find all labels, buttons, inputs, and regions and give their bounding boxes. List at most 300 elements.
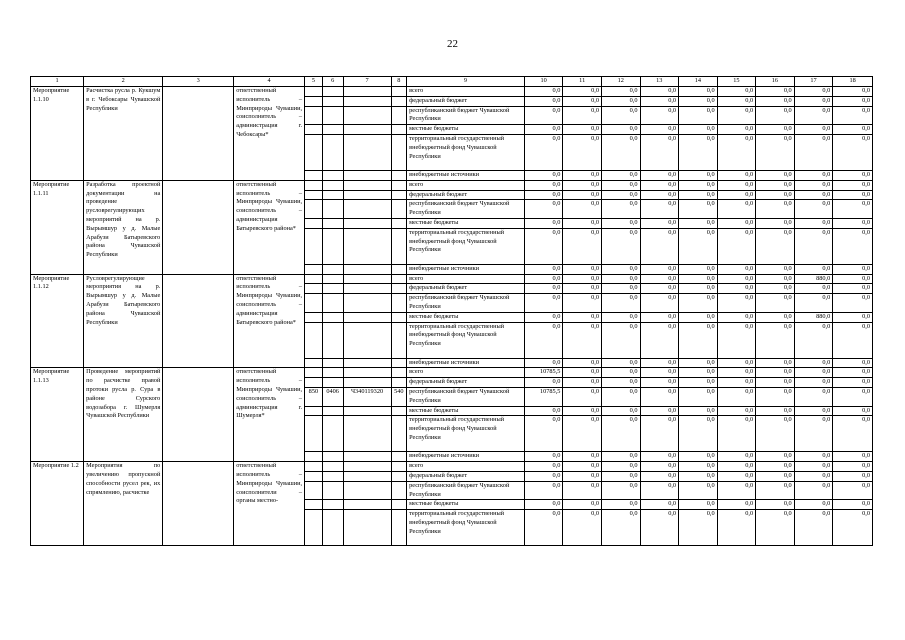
budget-code-cell xyxy=(322,471,343,481)
budget-code-cell xyxy=(343,106,391,125)
amount-cell: 0,0 xyxy=(601,358,640,368)
amount-cell: 0,0 xyxy=(833,218,873,228)
amount-cell: 0,0 xyxy=(679,284,718,294)
budget-code-cell xyxy=(391,500,407,510)
amount-cell: 0,0 xyxy=(794,87,833,97)
amount-cell: 0,0 xyxy=(679,125,718,135)
budget-code-cell xyxy=(322,96,343,106)
amount-cell: 0,0 xyxy=(833,200,873,219)
amount-cell: 0,0 xyxy=(679,170,718,180)
column-3-cell xyxy=(163,462,234,546)
amount-cell: 0,0 xyxy=(794,462,833,472)
budget-code-cell xyxy=(391,510,407,546)
budget-code-cell: 0406 xyxy=(322,387,343,406)
budget-code-cell xyxy=(322,462,343,472)
amount-cell: 0,0 xyxy=(717,218,756,228)
amount-cell: 0,0 xyxy=(601,264,640,274)
amount-cell: 0,0 xyxy=(717,264,756,274)
budget-code-cell xyxy=(305,406,323,416)
column-number: 13 xyxy=(640,77,679,87)
amount-cell: 0,0 xyxy=(794,406,833,416)
amount-cell: 0,0 xyxy=(563,274,602,284)
budget-code-cell xyxy=(343,274,391,284)
amount-cell: 0,0 xyxy=(756,406,795,416)
amount-cell: 0,0 xyxy=(679,387,718,406)
column-number: 12 xyxy=(601,77,640,87)
column-number: 17 xyxy=(794,77,833,87)
amount-cell: 0,0 xyxy=(563,200,602,219)
amount-cell: 0,0 xyxy=(794,452,833,462)
budget-code-cell xyxy=(322,190,343,200)
amount-cell: 0,0 xyxy=(679,96,718,106)
amount-cell: 0,0 xyxy=(794,416,833,452)
amount-cell: 0,0 xyxy=(756,462,795,472)
amount-cell: 0,0 xyxy=(601,378,640,388)
budget-code-cell xyxy=(343,312,391,322)
amount-cell: 0,0 xyxy=(601,462,640,472)
measure-id: Мероприятие 1.1.12 xyxy=(31,274,84,368)
amount-cell: 0,0 xyxy=(524,218,563,228)
amount-cell: 0,0 xyxy=(601,294,640,313)
amount-cell: 0,0 xyxy=(640,134,679,170)
budget-code-cell xyxy=(391,125,407,135)
budget-code-cell xyxy=(322,264,343,274)
budget-code-cell xyxy=(322,170,343,180)
amount-cell: 0,0 xyxy=(524,200,563,219)
amount-cell: 0,0 xyxy=(833,471,873,481)
amount-cell: 0,0 xyxy=(563,87,602,97)
budget-code-cell xyxy=(305,452,323,462)
column-number: 16 xyxy=(756,77,795,87)
amount-cell: 0,0 xyxy=(524,452,563,462)
budget-code-cell xyxy=(343,134,391,170)
amount-cell: 0,0 xyxy=(717,481,756,500)
amount-cell: 0,0 xyxy=(524,170,563,180)
amount-cell: 0,0 xyxy=(794,190,833,200)
amount-cell: 0,0 xyxy=(524,462,563,472)
amount-cell: 0,0 xyxy=(524,264,563,274)
amount-cell: 0,0 xyxy=(679,218,718,228)
amount-cell: 0,0 xyxy=(563,462,602,472)
amount-cell: 0,0 xyxy=(563,481,602,500)
column-3-cell xyxy=(163,180,234,274)
amount-cell: 0,0 xyxy=(833,416,873,452)
funding-source: территориальный государственный внебюджетный фонд Чувашской Республики xyxy=(407,228,525,264)
executor: ответственный исполнитель – Минприроды Чувашии, соисполнитель – администрация Батыревского района* xyxy=(234,180,305,274)
budget-code-cell xyxy=(305,322,323,358)
amount-cell: 0,0 xyxy=(640,228,679,264)
funding-source: территориальный государственный внебюджетный фонд Чувашской Республики xyxy=(407,510,525,546)
budget-code-cell xyxy=(305,218,323,228)
budget-code-cell xyxy=(391,294,407,313)
amount-cell: 0,0 xyxy=(601,125,640,135)
amount-cell: 0,0 xyxy=(794,378,833,388)
amount-cell: 0,0 xyxy=(679,471,718,481)
budget-code-cell xyxy=(391,358,407,368)
amount-cell: 0,0 xyxy=(794,200,833,219)
funding-source: внебюджетные источники xyxy=(407,452,525,462)
amount-cell: 0,0 xyxy=(601,471,640,481)
amount-cell: 0,0 xyxy=(756,87,795,97)
funding-source: республиканский бюджет Чувашской Республики xyxy=(407,481,525,500)
budget-code-cell xyxy=(322,125,343,135)
amount-cell: 0,0 xyxy=(524,322,563,358)
amount-cell: 0,0 xyxy=(640,510,679,546)
amount-cell: 0,0 xyxy=(563,294,602,313)
column-number: 4 xyxy=(234,77,305,87)
amount-cell: 0,0 xyxy=(563,134,602,170)
amount-cell: 0,0 xyxy=(601,218,640,228)
amount-cell: 0,0 xyxy=(524,190,563,200)
budget-code-cell xyxy=(343,170,391,180)
budget-code-cell xyxy=(391,180,407,190)
amount-cell: 0,0 xyxy=(524,180,563,190)
amount-cell: 0,0 xyxy=(640,312,679,322)
amount-cell: 0,0 xyxy=(794,471,833,481)
amount-cell: 0,0 xyxy=(524,125,563,135)
amount-cell: 0,0 xyxy=(679,106,718,125)
measure-id: Мероприятие 1.1.11 xyxy=(31,180,84,274)
amount-cell: 0,0 xyxy=(679,322,718,358)
amount-cell: 0,0 xyxy=(794,481,833,500)
column-number: 7 xyxy=(343,77,391,87)
executor: ответственный исполнитель – Минприроды Чувашии, соисполнитель – администрация Батыревского района* xyxy=(234,274,305,368)
amount-cell: 0,0 xyxy=(717,87,756,97)
amount-cell: 0,0 xyxy=(601,170,640,180)
budget-code-cell xyxy=(305,510,323,546)
amount-cell: 0,0 xyxy=(640,387,679,406)
amount-cell: 0,0 xyxy=(640,284,679,294)
amount-cell: 0,0 xyxy=(601,481,640,500)
amount-cell: 0,0 xyxy=(601,190,640,200)
budget-code-cell xyxy=(391,218,407,228)
amount-cell: 0,0 xyxy=(524,510,563,546)
budget-code-cell xyxy=(305,190,323,200)
funding-source: внебюджетные источники xyxy=(407,170,525,180)
measure-name: Русловрегулирующие мероприятия на р. Вырымшур у д. Малые Арабузи Батыревского района Чувашской Республики xyxy=(84,274,163,368)
amount-cell: 0,0 xyxy=(640,106,679,125)
budget-code-cell xyxy=(391,322,407,358)
funding-source: федеральный бюджет xyxy=(407,378,525,388)
budget-code-cell: 540 xyxy=(391,387,407,406)
budget-code-cell xyxy=(322,274,343,284)
amount-cell: 0,0 xyxy=(679,462,718,472)
budget-code-cell xyxy=(322,358,343,368)
funding-source: местные бюджеты xyxy=(407,218,525,228)
amount-cell: 0,0 xyxy=(833,87,873,97)
amount-cell: 0,0 xyxy=(563,368,602,378)
amount-cell: 0,0 xyxy=(640,481,679,500)
funding-source: всего xyxy=(407,368,525,378)
amount-cell: 0,0 xyxy=(679,452,718,462)
funding-source: федеральный бюджет xyxy=(407,284,525,294)
measure-name: Проведение мероприятий по расчистке правой протоки русла р. Сура в районе Сурского водозабора г. Шумерля Чувашской Республики xyxy=(84,368,163,462)
executor: ответственный исполнитель – Минприроды Чувашии, соисполнители – органы местно- xyxy=(234,462,305,546)
amount-cell: 0,0 xyxy=(717,106,756,125)
amount-cell: 0,0 xyxy=(756,387,795,406)
budget-code-cell xyxy=(343,378,391,388)
amount-cell: 0,0 xyxy=(717,312,756,322)
amount-cell: 0,0 xyxy=(640,416,679,452)
budget-code-cell xyxy=(305,481,323,500)
amount-cell: 0,0 xyxy=(794,510,833,546)
amount-cell: 0,0 xyxy=(524,416,563,452)
amount-cell: 0,0 xyxy=(794,170,833,180)
amount-cell: 0,0 xyxy=(601,312,640,322)
amount-cell: 0,0 xyxy=(601,200,640,219)
amount-cell: 0,0 xyxy=(679,368,718,378)
amount-cell: 0,0 xyxy=(679,274,718,284)
budget-code-cell xyxy=(343,406,391,416)
budget-code-cell xyxy=(343,218,391,228)
amount-cell: 0,0 xyxy=(601,322,640,358)
budget-code-cell xyxy=(322,218,343,228)
funding-source: внебюджетные источники xyxy=(407,264,525,274)
amount-cell: 0,0 xyxy=(563,387,602,406)
budget-code-cell xyxy=(322,87,343,97)
column-number: 6 xyxy=(322,77,343,87)
budget-code-cell xyxy=(343,125,391,135)
amount-cell: 0,0 xyxy=(563,416,602,452)
amount-cell: 0,0 xyxy=(679,500,718,510)
amount-cell: 0,0 xyxy=(756,96,795,106)
amount-cell: 0,0 xyxy=(640,274,679,284)
budget-code-cell xyxy=(305,228,323,264)
amount-cell: 0,0 xyxy=(563,471,602,481)
amount-cell: 0,0 xyxy=(756,125,795,135)
budget-code-cell xyxy=(391,134,407,170)
budget-code-cell xyxy=(343,264,391,274)
budget-code-cell xyxy=(322,228,343,264)
amount-cell: 0,0 xyxy=(601,274,640,284)
budget-code-cell xyxy=(305,200,323,219)
amount-cell: 0,0 xyxy=(756,510,795,546)
amount-cell: 0,0 xyxy=(601,106,640,125)
budget-code-cell xyxy=(391,190,407,200)
amount-cell: 0,0 xyxy=(524,274,563,284)
budget-code-cell xyxy=(391,471,407,481)
amount-cell: 0,0 xyxy=(756,312,795,322)
funding-source: республиканский бюджет Чувашской Республики xyxy=(407,106,525,125)
budget-code-cell xyxy=(305,471,323,481)
budget-code-cell xyxy=(305,500,323,510)
amount-cell: 0,0 xyxy=(756,274,795,284)
funding-source: территориальный государственный внебюджетный фонд Чувашской Республики xyxy=(407,322,525,358)
funding-source: территориальный государственный внебюджетный фонд Чувашской Республики xyxy=(407,416,525,452)
amount-cell: 0,0 xyxy=(601,416,640,452)
amount-cell: 0,0 xyxy=(717,200,756,219)
amount-cell: 0,0 xyxy=(679,510,718,546)
amount-cell: 0,0 xyxy=(756,106,795,125)
budget-code-cell xyxy=(343,180,391,190)
amount-cell: 0,0 xyxy=(640,190,679,200)
amount-cell: 0,0 xyxy=(756,200,795,219)
amount-cell: 0,0 xyxy=(640,462,679,472)
amount-cell: 0,0 xyxy=(563,510,602,546)
budget-code-cell xyxy=(391,462,407,472)
budget-code-cell xyxy=(305,125,323,135)
amount-cell: 0,0 xyxy=(679,228,718,264)
amount-cell: 0,0 xyxy=(601,134,640,170)
amount-cell: 0,0 xyxy=(833,481,873,500)
budget-code-cell xyxy=(305,134,323,170)
budget-code-cell xyxy=(305,294,323,313)
budget-code-cell xyxy=(391,378,407,388)
budget-code-cell xyxy=(305,378,323,388)
amount-cell: 0,0 xyxy=(679,358,718,368)
measure-name: Мероприятия по увеличению пропускной способности русел рек, их спрямлению, расчистке xyxy=(84,462,163,546)
amount-cell: 0,0 xyxy=(794,106,833,125)
amount-cell: 0,0 xyxy=(756,294,795,313)
amount-cell: 0,0 xyxy=(563,106,602,125)
budget-code-cell xyxy=(343,471,391,481)
amount-cell: 0,0 xyxy=(679,406,718,416)
amount-cell: 0,0 xyxy=(679,87,718,97)
amount-cell: 0,0 xyxy=(524,481,563,500)
budget-code-cell xyxy=(343,510,391,546)
amount-cell: 0,0 xyxy=(756,322,795,358)
amount-cell: 0,0 xyxy=(756,378,795,388)
amount-cell: 0,0 xyxy=(679,200,718,219)
amount-cell: 0,0 xyxy=(563,358,602,368)
amount-cell: 0,0 xyxy=(524,284,563,294)
column-number: 5 xyxy=(305,77,323,87)
amount-cell: 0,0 xyxy=(794,134,833,170)
amount-cell: 0,0 xyxy=(717,180,756,190)
amount-cell: 0,0 xyxy=(717,125,756,135)
budget-code-cell xyxy=(343,284,391,294)
amount-cell: 0,0 xyxy=(563,500,602,510)
amount-cell: 0,0 xyxy=(601,406,640,416)
budget-code-cell xyxy=(391,452,407,462)
column-number: 8 xyxy=(391,77,407,87)
amount-cell: 0,0 xyxy=(833,284,873,294)
amount-cell: 0,0 xyxy=(563,322,602,358)
budget-code-cell xyxy=(391,106,407,125)
budget-code-cell xyxy=(343,190,391,200)
amount-cell: 0,0 xyxy=(563,170,602,180)
table-row xyxy=(31,368,873,378)
amount-cell: 0,0 xyxy=(601,368,640,378)
amount-cell: 0,0 xyxy=(756,481,795,500)
budget-code-cell: 850 xyxy=(305,387,323,406)
measure-name: Разработка проектной документации на проведение русловрегулирующих мероприятий на р. Вырымшур у д. Малые Арабузи Батыревского района Чувашской Республики xyxy=(84,180,163,274)
amount-cell: 0,0 xyxy=(794,264,833,274)
funding-source: всего xyxy=(407,180,525,190)
amount-cell: 0,0 xyxy=(524,312,563,322)
amount-cell: 0,0 xyxy=(524,134,563,170)
budget-code-cell xyxy=(343,416,391,452)
budget-code-cell xyxy=(305,87,323,97)
amount-cell: 0,0 xyxy=(563,312,602,322)
amount-cell: 0,0 xyxy=(679,481,718,500)
budget-code-cell xyxy=(343,462,391,472)
column-number: 3 xyxy=(163,77,234,87)
table-row xyxy=(31,462,873,472)
amount-cell: 10785,5 xyxy=(524,368,563,378)
amount-cell: 0,0 xyxy=(833,134,873,170)
budget-code-cell xyxy=(343,228,391,264)
funding-source: всего xyxy=(407,274,525,284)
amount-cell: 0,0 xyxy=(640,170,679,180)
amount-cell: 0,0 xyxy=(717,170,756,180)
amount-cell: 0,0 xyxy=(717,471,756,481)
amount-cell: 0,0 xyxy=(640,87,679,97)
amount-cell: 0,0 xyxy=(679,134,718,170)
amount-cell: 0,0 xyxy=(833,170,873,180)
executor: ответственный исполнитель – Минприроды Чувашии, соисполнитель – администрация г. Шумерля* xyxy=(234,368,305,462)
amount-cell: 0,0 xyxy=(833,264,873,274)
budget-code-cell xyxy=(343,368,391,378)
funding-source: внебюджетные источники xyxy=(407,358,525,368)
column-number: 15 xyxy=(717,77,756,87)
amount-cell: 0,0 xyxy=(717,134,756,170)
budget-code-cell xyxy=(391,264,407,274)
amount-cell: 0,0 xyxy=(524,228,563,264)
amount-cell: 0,0 xyxy=(833,294,873,313)
amount-cell: 0,0 xyxy=(717,510,756,546)
amount-cell: 0,0 xyxy=(601,500,640,510)
amount-cell: 0,0 xyxy=(794,358,833,368)
amount-cell: 10785,5 xyxy=(524,387,563,406)
amount-cell: 0,0 xyxy=(717,416,756,452)
amount-cell: 0,0 xyxy=(679,264,718,274)
budget-code-cell xyxy=(343,96,391,106)
amount-cell: 0,0 xyxy=(601,452,640,462)
amount-cell: 0,0 xyxy=(679,378,718,388)
budget-code-cell xyxy=(322,378,343,388)
budget-code-cell xyxy=(305,106,323,125)
amount-cell: 0,0 xyxy=(756,358,795,368)
amount-cell: 0,0 xyxy=(756,190,795,200)
budget-code-cell xyxy=(391,96,407,106)
column-number: 14 xyxy=(679,77,718,87)
amount-cell: 0,0 xyxy=(640,406,679,416)
measure-id: Мероприятие 1.1.13 xyxy=(31,368,84,462)
amount-cell: 0,0 xyxy=(717,358,756,368)
amount-cell: 0,0 xyxy=(833,378,873,388)
amount-cell: 0,0 xyxy=(563,406,602,416)
amount-cell: 0,0 xyxy=(640,264,679,274)
amount-cell: 0,0 xyxy=(756,180,795,190)
amount-cell: 0,0 xyxy=(679,294,718,313)
budget-code-cell xyxy=(391,406,407,416)
budget-code-cell xyxy=(391,228,407,264)
amount-cell: 0,0 xyxy=(563,125,602,135)
amount-cell: 0,0 xyxy=(717,462,756,472)
amount-cell: 0,0 xyxy=(833,452,873,462)
budget-code-cell xyxy=(322,322,343,358)
budget-code-cell xyxy=(343,87,391,97)
amount-cell: 0,0 xyxy=(833,312,873,322)
amount-cell: 0,0 xyxy=(794,387,833,406)
budget-code-cell xyxy=(322,284,343,294)
amount-cell: 0,0 xyxy=(601,510,640,546)
budget-code-cell xyxy=(322,294,343,313)
budget-code-cell xyxy=(322,510,343,546)
amount-cell: 0,0 xyxy=(640,180,679,190)
amount-cell: 0,0 xyxy=(756,284,795,294)
budget-code-cell xyxy=(305,368,323,378)
funding-source: республиканский бюджет Чувашской Республики xyxy=(407,294,525,313)
column-number: 11 xyxy=(563,77,602,87)
amount-cell: 0,0 xyxy=(717,406,756,416)
column-number: 10 xyxy=(524,77,563,87)
table-row xyxy=(31,180,873,190)
budget-code-cell xyxy=(305,96,323,106)
amount-cell: 0,0 xyxy=(679,190,718,200)
funding-source: всего xyxy=(407,462,525,472)
